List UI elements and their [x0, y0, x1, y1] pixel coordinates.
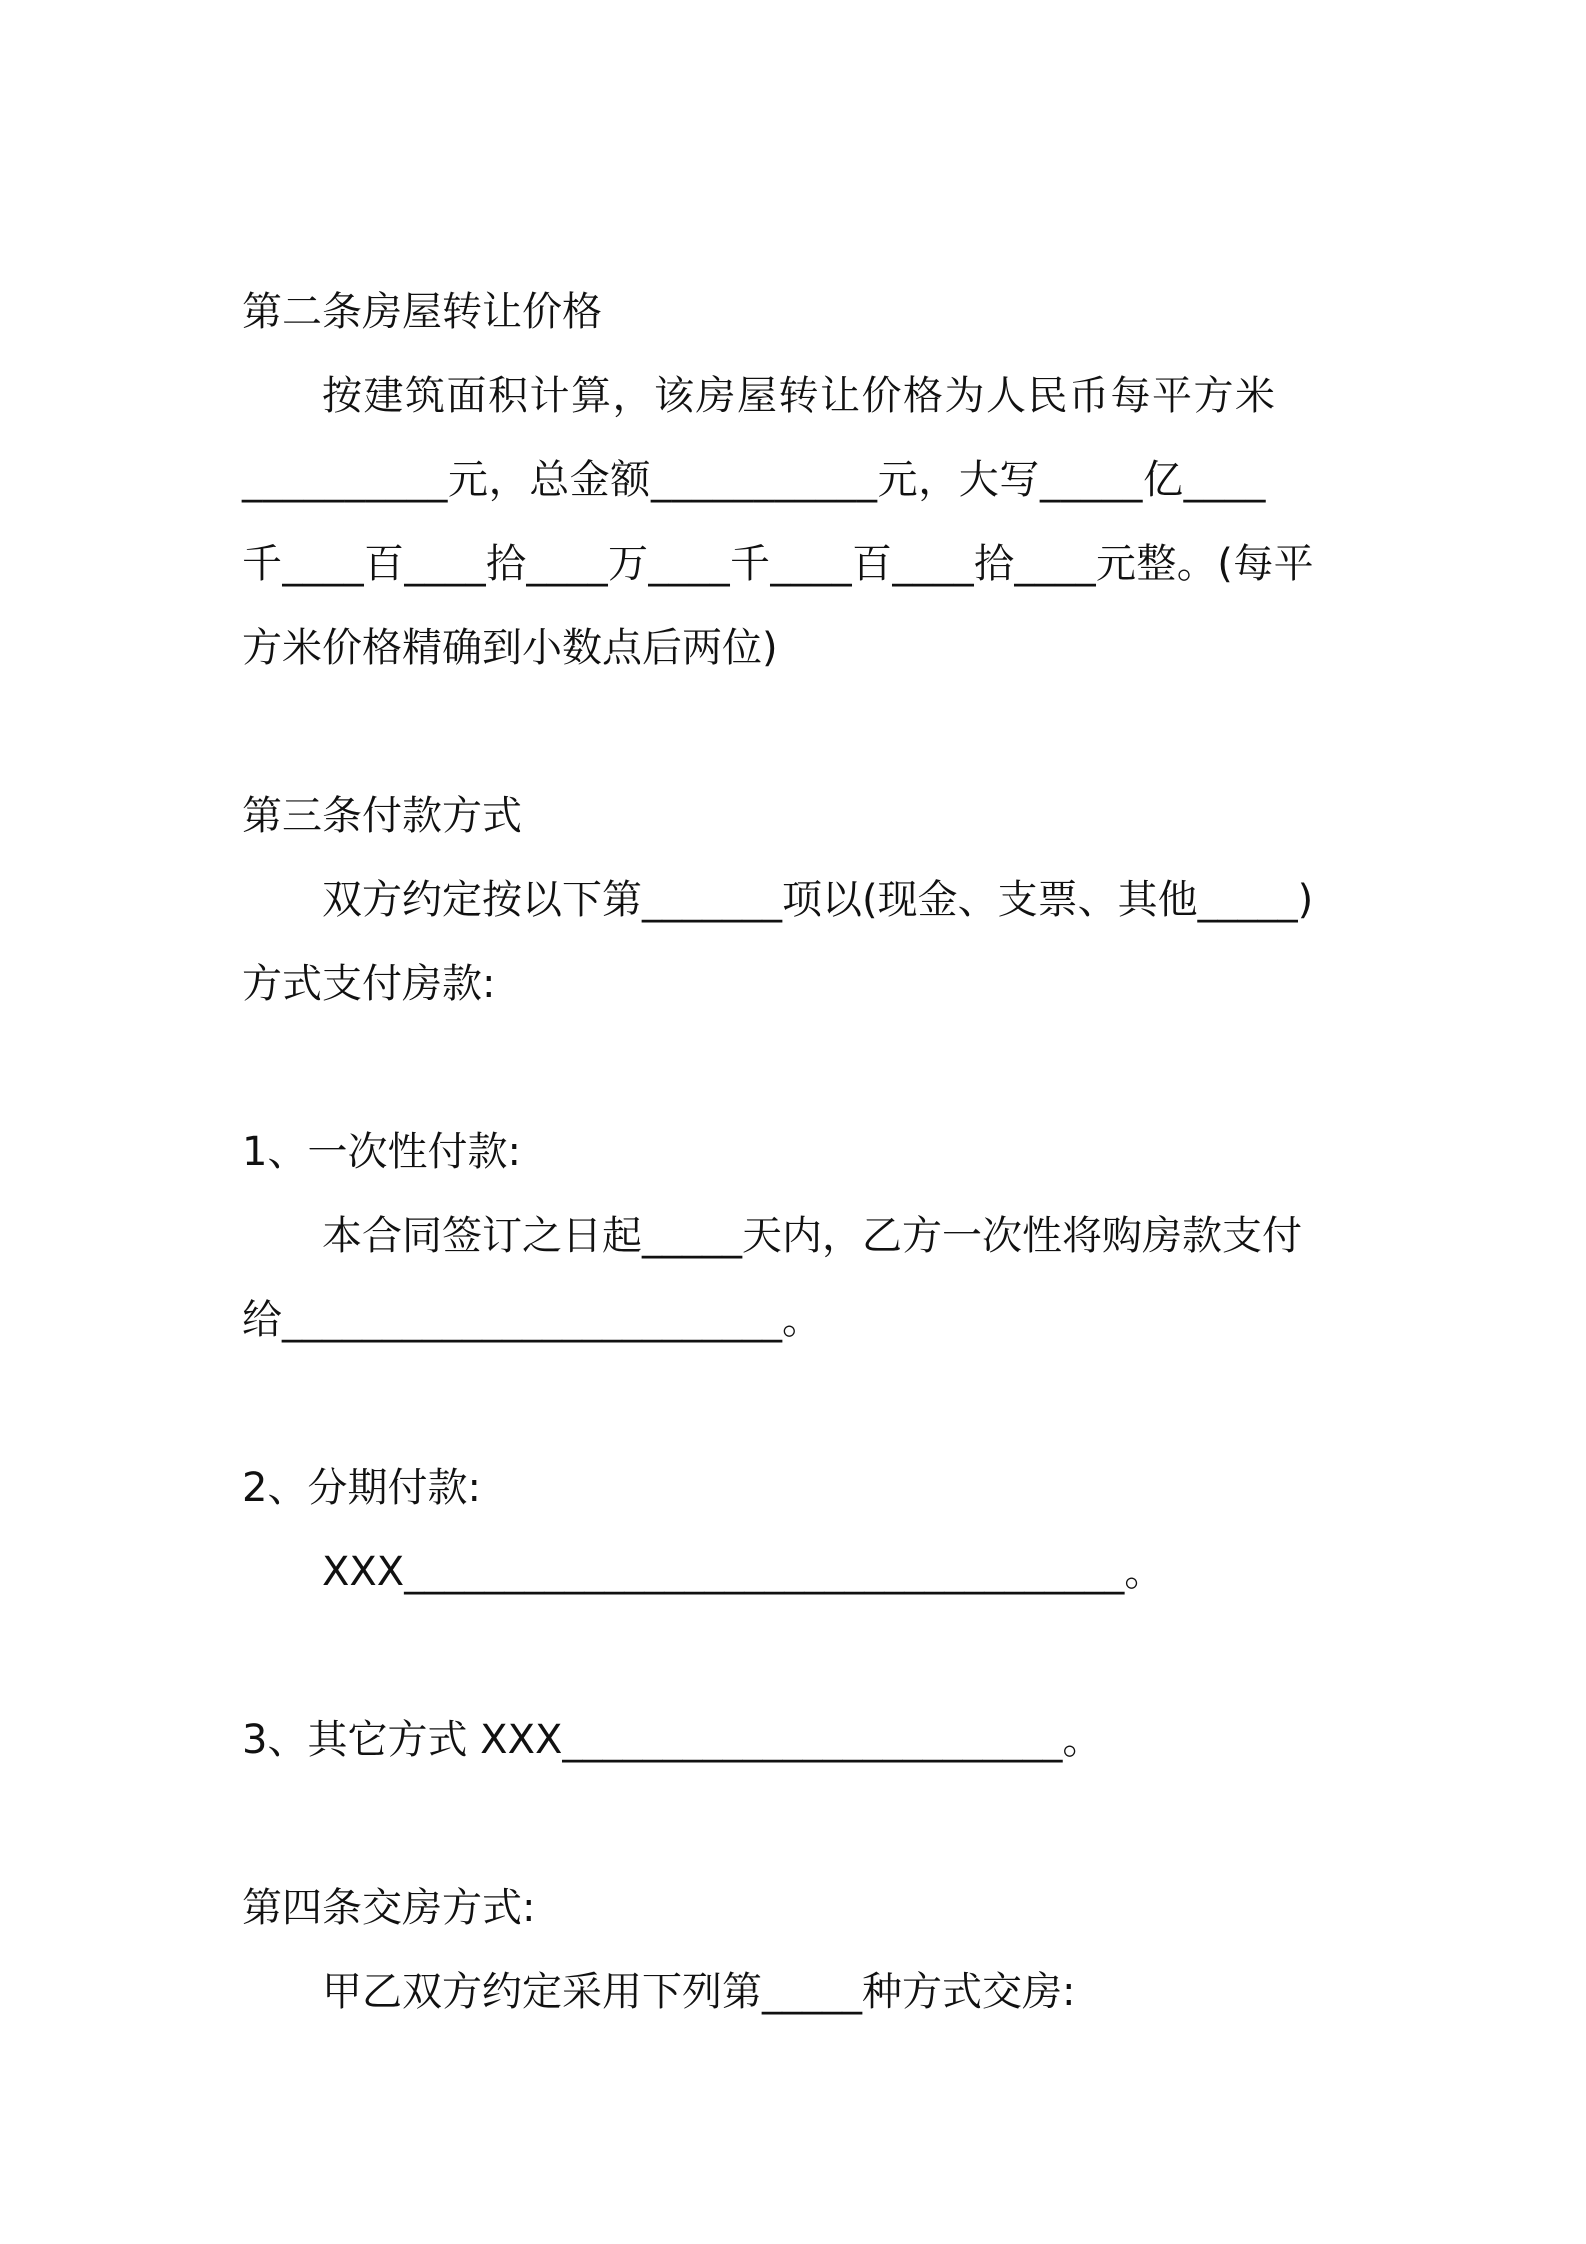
article-2-paragraph-line: 千____百____拾____万____千____百____拾____元整。(每平: [242, 541, 1315, 587]
payment-option-1-title: 1、一次性付款:: [242, 1129, 521, 1175]
article-3-paragraph-line: 双方约定按以下第_______项以(现金、支票、其他_____): [322, 877, 1314, 923]
article-3-paragraph-line: 方式支付房款:: [242, 961, 496, 1007]
article-2-paragraph-line: __________元，总金额___________元，大写_____亿____: [242, 457, 1266, 503]
payment-option-2-title: 2、分期付款:: [242, 1465, 481, 1511]
article-2-heading: 第二条房屋转让价格: [242, 289, 602, 335]
article-4-heading: 第四条交房方式:: [242, 1885, 536, 1931]
article-2-paragraph-line: 按建筑面积计算，该房屋转让价格为人民币每平方米: [322, 373, 1277, 419]
payment-option-2-line: XXX____________________________________。: [322, 1549, 1165, 1595]
article-4-paragraph-line: 甲乙双方约定采用下列第_____种方式交房:: [322, 1969, 1076, 2015]
payment-option-3-line: 3、其它方式 XXX_________________________。: [242, 1717, 1103, 1763]
payment-option-1-line: 本合同签订之日起_____天内，乙方一次性将购房款支付: [322, 1213, 1302, 1259]
article-3-heading: 第三条付款方式: [242, 793, 522, 839]
article-2-paragraph-line: 方米价格精确到小数点后两位): [242, 625, 778, 671]
payment-option-1-line: 给_________________________。: [242, 1297, 822, 1343]
